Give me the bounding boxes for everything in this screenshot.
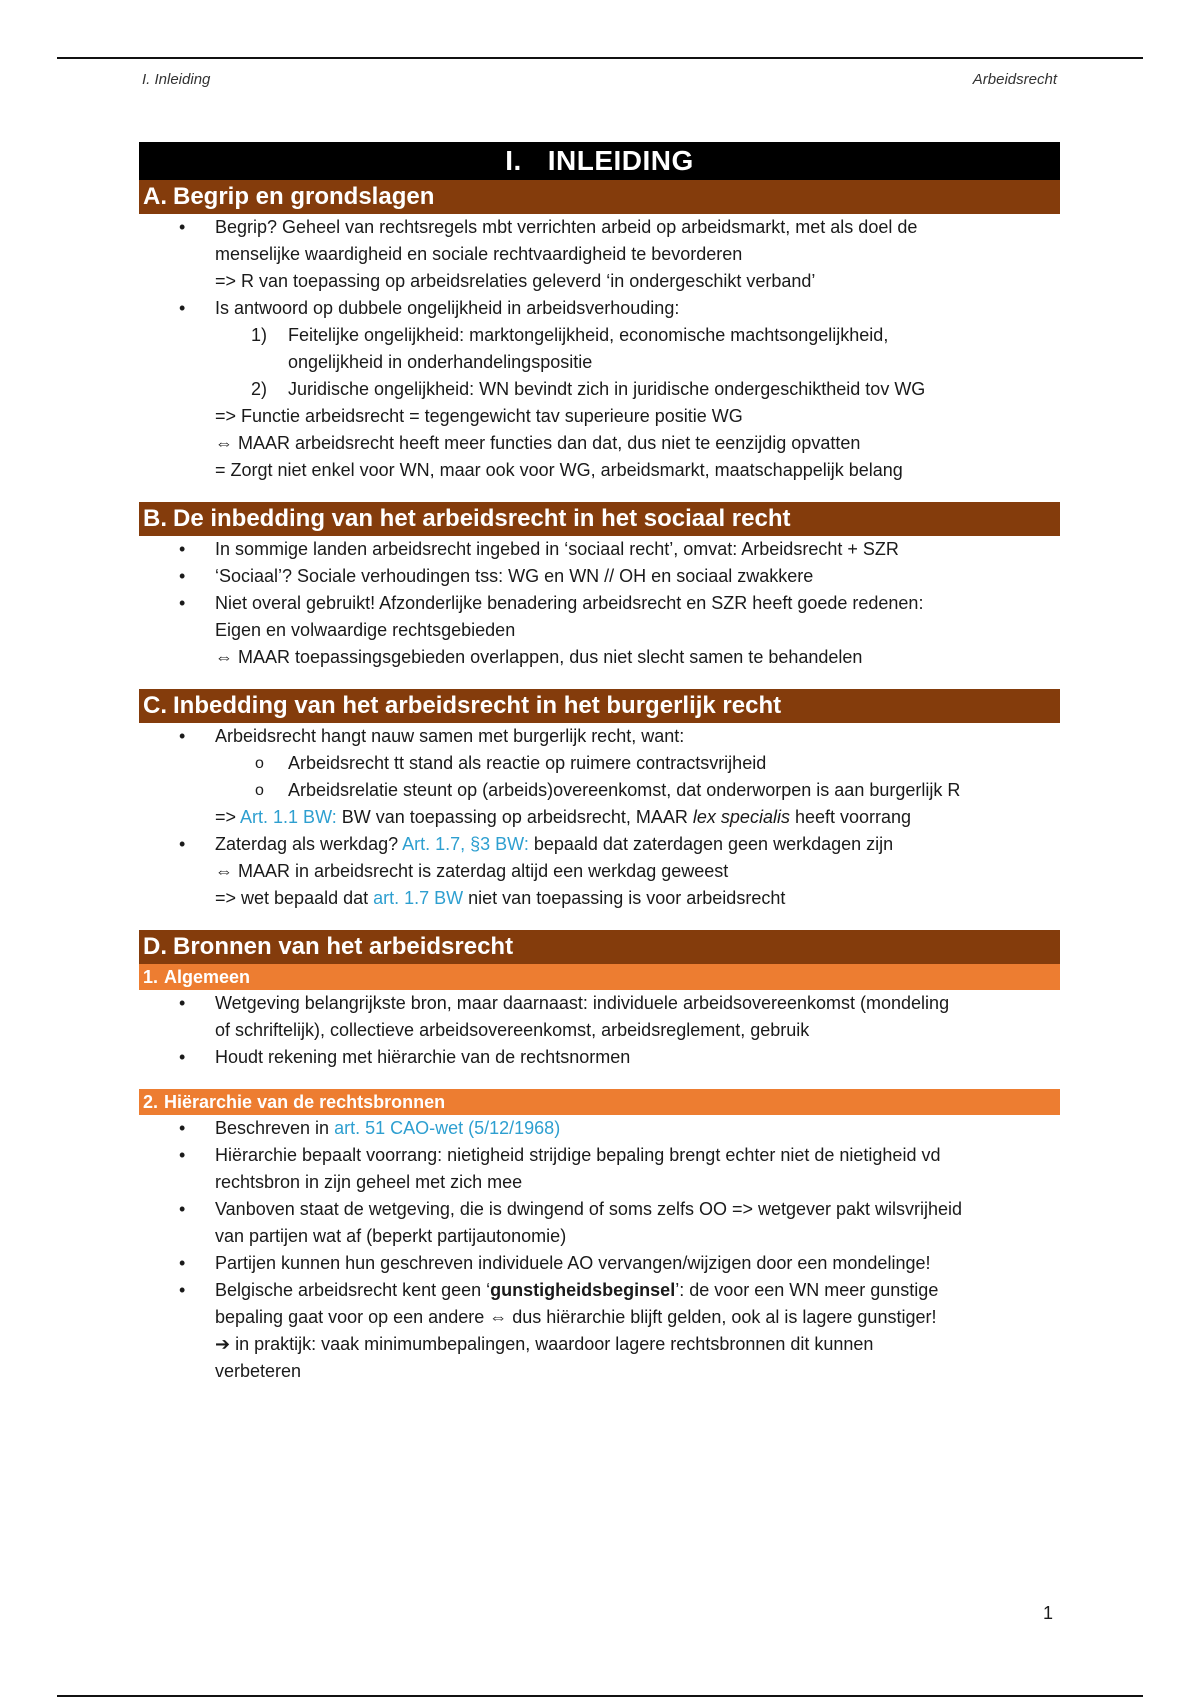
text-line: of schriftelijk), collectieve arbeidsovereenkomst, arbeidsreglement, gebruik: [215, 1020, 810, 1040]
running-header-chapter: I. Inleiding: [142, 71, 211, 88]
text-span: => wet bepaald dat: [215, 888, 374, 908]
bold-term: gunstigheidsbeginsel: [490, 1280, 676, 1300]
sub-list-item: o Arbeidsrecht tt stand als reactie op ruimere contractsvrijheid: [251, 750, 1060, 777]
text-line: rechtsbron in zijn geheel met zich mee: [215, 1172, 523, 1192]
text-line: ➔ in praktijk: vaak minimumbepalingen, waardoor lagere rechtsbronnen dit kunnen: [215, 1334, 874, 1354]
list-item: [139, 1250, 1060, 1277]
text-line: Eigen en volwaardige rechtsgebieden: [215, 620, 516, 640]
list-item: [139, 1115, 1060, 1142]
item-number: 2): [251, 379, 268, 399]
section-title: Bronnen van het arbeidsrecht: [173, 933, 514, 960]
sub-list-item: o Arbeidsrelatie steunt op (arbeids)overeenkomst, dat onderworpen is aan burgerlijk R: [251, 777, 1060, 804]
text-line: • Niet overal gebruikt! Afzonderlijke benadering arbeidsrecht en SZR heeft goede redenen:: [215, 593, 924, 613]
text-span: Zaterdag als werkdag?: [215, 834, 403, 854]
chapter-number: I.: [505, 145, 522, 176]
section-letter: C.: [143, 692, 167, 719]
text-line: menselijke waardigheid en sociale rechtvaardigheid te bevorderen: [215, 244, 743, 264]
section-letter: D.: [143, 933, 167, 960]
subsection-2-list: [139, 1115, 1060, 1385]
text-span: Beschreven in: [215, 1118, 335, 1138]
section-d-heading: [139, 930, 1060, 964]
text-span: heeft voorrang: [789, 807, 912, 827]
section-c-heading: [139, 689, 1060, 723]
text-line: • Is antwoord op dubbele ongelijkheid in arbeidsverhouding:: [215, 298, 680, 318]
section-title: Begrip en grondslagen: [173, 183, 435, 210]
text-line: bepaling gaat voor op een andere ⇔ dus hiërarchie blijft gelden, ook al is lagere gunstiger!: [215, 1307, 937, 1327]
text-span: niet van toepassing is voor arbeidsrecht: [463, 888, 786, 908]
sub-list: [139, 750, 1060, 804]
section-letter: A.: [143, 183, 167, 210]
text-span: bepaald dat zaterdagen geen werkdagen zijn: [528, 834, 894, 854]
section-b-heading: [139, 502, 1060, 536]
list-item: [139, 214, 1060, 295]
text-line: verbeteren: [215, 1361, 302, 1381]
numbered-list: [139, 322, 1060, 403]
list-item: [139, 1044, 1060, 1071]
text-line: => R van toepassing op arbeidsrelaties geleverd ‘in ondergeschikt verband’: [215, 271, 816, 291]
page-number: 1: [1043, 1603, 1054, 1623]
subsection-number: 1.: [143, 967, 159, 987]
text-line: ⇔ MAAR in arbeidsrecht is zaterdag altijd een werkdag geweest: [215, 861, 729, 881]
section-title: Inbedding van het arbeidsrecht in het burgerlijk recht: [173, 692, 782, 719]
numbered-item: [251, 322, 1060, 376]
text-line: • ‘Sociaal’? Sociale verhoudingen tss: WG en WN // OH en sociaal zwakkere: [215, 566, 814, 586]
subsection-1-heading: [139, 964, 1060, 990]
section-title: De inbedding van het arbeidsrecht in het sociaal recht: [173, 505, 791, 532]
section-c-list: [139, 723, 1060, 750]
subsection-title: Hiërarchie van de rechtsbronnen: [164, 1092, 446, 1112]
text-span: ’: de voor een WN meer gunstige: [675, 1280, 939, 1300]
text-line: • Wetgeving belangrijkste bron, maar daarnaast: individuele arbeidsovereenkomst (mondeling: [215, 993, 950, 1013]
text-line: van partijen wat af (beperkt partijautonomie): [215, 1226, 567, 1246]
text-line: [215, 885, 1060, 912]
list-item: [139, 1277, 1060, 1385]
text-line: • Hiërarchie bepaalt voorrang: nietigheid strijdige bepaling brengt echter niet de nietigheid vd: [215, 1145, 941, 1165]
law-article-link[interactable]: art. 51 CAO-wet (5/12/1968): [334, 1118, 561, 1138]
text-line: = Zorgt niet enkel voor WN, maar ook voor WG, arbeidsmarkt, maatschappelijk belang: [215, 460, 903, 480]
text-line: [139, 804, 1060, 831]
text-line: ⇔ MAAR arbeidsrecht heeft meer functies dan dat, dus niet te eenzijdig opvatten: [215, 433, 861, 453]
list-item: [139, 590, 1060, 671]
subsection-title: Algemeen: [164, 967, 251, 987]
text-line: [215, 1277, 1060, 1304]
page-content: [139, 142, 1060, 1385]
chapter-title: [139, 142, 1060, 180]
list-item: [139, 563, 1060, 590]
subsection-1-list: [139, 990, 1060, 1071]
item-number: 1): [251, 325, 268, 345]
section-letter: B.: [143, 505, 167, 532]
text-line: • In sommige landen arbeidsrecht ingebed in ‘sociaal recht’, omvat: Arbeidsrecht + SZR: [215, 539, 899, 559]
text-line: • Houdt rekening met hiërarchie van de rechtsnormen: [215, 1047, 631, 1067]
text-line: [215, 831, 1060, 858]
header-rule: [57, 57, 1143, 59]
section-a-list: [139, 214, 1060, 322]
list-item: [139, 1142, 1060, 1196]
chapter-title-text: INLEIDING: [547, 145, 694, 176]
numbered-item: [251, 376, 1060, 403]
running-header-subject: Arbeidsrecht: [972, 71, 1057, 88]
text-line: [215, 1115, 1060, 1142]
list-item: [139, 723, 1060, 750]
text-line: • Partijen kunnen hun geschreven individuele AO vervangen/wijzigen door een mondelinge!: [215, 1253, 931, 1273]
emphasis-text: lex specialis: [692, 807, 790, 827]
section-a-heading: [139, 180, 1060, 214]
law-article-link[interactable]: Art. 1.1 BW:: [240, 807, 337, 827]
text-line: Feitelijke ongelijkheid: marktongelijkheid, economische machtsongelijkheid,: [288, 325, 889, 345]
subsection-2-heading: [139, 1089, 1060, 1115]
list-item: [139, 536, 1060, 563]
text-line: ⇔ MAAR toepassingsgebieden overlappen, dus niet slecht samen te behandelen: [215, 647, 863, 667]
text-line: => Functie arbeidsrecht = tegengewicht tav superieure positie WG: [215, 406, 743, 426]
list-item: [139, 831, 1060, 912]
list-item: [139, 295, 1060, 322]
section-c-list-2: [139, 831, 1060, 912]
law-article-link[interactable]: art. 1.7 BW: [373, 888, 464, 908]
text-line: ongelijkheid in onderhandelingspositie: [288, 352, 593, 372]
text-line: • Begrip? Geheel van rechtsregels mbt verrichten arbeid op arbeidsmarkt, met als doel de: [215, 217, 918, 237]
text-span: =>: [215, 807, 241, 827]
text-line: • Arbeidsrecht hangt nauw samen met burgerlijk recht, want:: [215, 726, 685, 746]
text-span: BW van toepassing op arbeidsrecht, MAAR: [336, 807, 693, 827]
text-line: • Vanboven staat de wetgeving, die is dwingend of soms zelfs OO => wetgever pakt wilsvrijheid: [215, 1199, 963, 1219]
list-item: [139, 1196, 1060, 1250]
text-line: Juridische ongelijkheid: WN bevindt zich in juridische ondergeschiktheid tov WG: [288, 379, 926, 399]
footer-rule: [57, 1695, 1143, 1697]
text-span: Belgische arbeidsrecht kent geen ‘: [215, 1280, 491, 1300]
subsection-number: 2.: [143, 1092, 159, 1112]
list-item: [139, 990, 1060, 1044]
section-b-list: [139, 536, 1060, 671]
law-article-link[interactable]: Art. 1.7, §3 BW:: [402, 834, 529, 854]
